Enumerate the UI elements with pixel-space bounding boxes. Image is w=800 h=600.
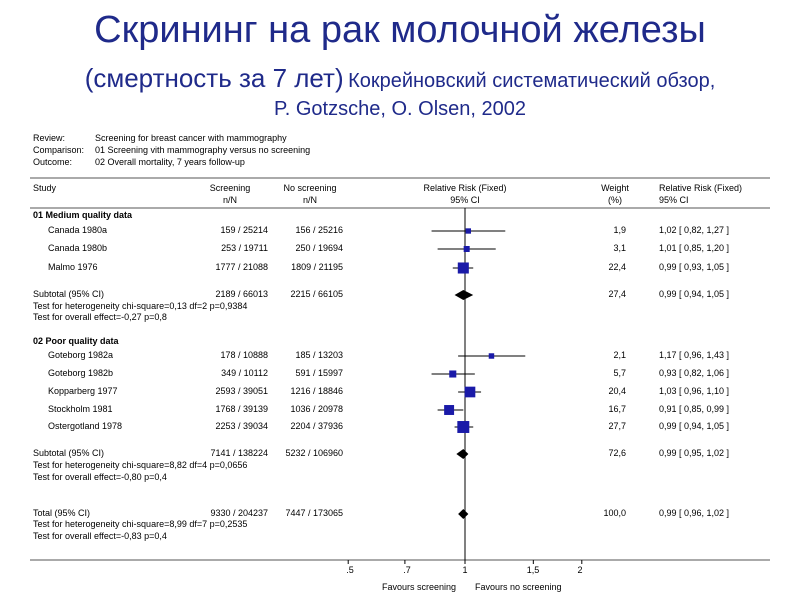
study-noscreening: 591 / 15997 (295, 368, 343, 378)
study-noscreening: 156 / 25216 (295, 225, 343, 235)
group-title: 02 Poor quality data (33, 336, 119, 346)
axis-tick-label: .5 (346, 565, 354, 575)
favours-no-screening-label: Favours no screening (475, 582, 562, 592)
study-weight: 22,4 (608, 262, 626, 272)
study-name: Canada 1980a (48, 225, 108, 235)
point-estimate-marker (444, 405, 454, 415)
header-weight: Weight (601, 183, 629, 193)
point-estimate-marker (464, 246, 470, 252)
study-name: Ostergotland 1978 (48, 421, 123, 431)
study-weight: 2,1 (613, 350, 626, 360)
header-rr-ci: Relative Risk (Fixed) (659, 183, 743, 193)
summary-diamond (458, 509, 468, 519)
favours-screening-label: Favours screening (381, 582, 456, 592)
meta-outcome-value: 02 Overall mortality, 7 years follow-up (95, 157, 245, 167)
study-weight: 20,4 (608, 386, 626, 396)
study-ci: 1,03 [ 0,96, 1,10 ] (659, 386, 730, 396)
header-weight-sub: (%) (608, 195, 622, 205)
study-name: Stockholm 1981 (48, 404, 113, 414)
study-weight: 5,7 (613, 368, 626, 378)
header-rr-ci-sub: 95% CI (659, 195, 689, 205)
subtotal-label: Subtotal (95% CI) (33, 448, 105, 458)
study-screening: 159 / 25214 (220, 225, 268, 235)
study-noscreening: 2204 / 37936 (290, 421, 343, 431)
subtotal-label: Subtotal (95% CI) (33, 289, 105, 299)
study-ci: 1,01 [ 0,85, 1,20 ] (659, 243, 730, 253)
study-screening: 349 / 10112 (221, 368, 268, 378)
study-noscreening: 1216 / 18846 (290, 386, 343, 396)
study-ci: 0,91 [ 0,85, 0,99 ] (659, 404, 730, 414)
axis-tick-label: 1,5 (526, 565, 540, 575)
study-screening: 253 / 19711 (221, 243, 268, 253)
axis-tick-label: .7 (403, 565, 411, 575)
total-noscreening: 7447 / 173065 (285, 508, 343, 518)
header-rr-plot: Relative Risk (Fixed) (423, 183, 507, 193)
study-screening: 1768 / 39139 (215, 404, 268, 414)
study-weight: 1,9 (613, 225, 626, 235)
meta-review-value: Screening for breast cancer with mammography (95, 133, 287, 143)
subtotal-weight: 72,6 (608, 448, 626, 458)
overall-effect-test: Test for overall effect=-0,27 p=0,8 (33, 312, 167, 322)
subtitle-review: Кокрейновский систематический обзор, (348, 70, 716, 92)
meta-outcome-label: Outcome: (33, 157, 73, 167)
subtotal-noscreening: 5232 / 106960 (285, 448, 343, 458)
total-label: Total (95% CI) (33, 508, 91, 518)
study-screening: 2253 / 39034 (215, 421, 268, 431)
heterogeneity-test: Test for heterogeneity chi-square=8,99 df=7 p=0,2535 (33, 519, 248, 529)
header-noscreening: No screening (283, 183, 337, 193)
heterogeneity-test: Test for heterogeneity chi-square=8,82 df=4 p=0,0656 (33, 460, 248, 470)
subtitle-authors: P. Gotzsche, O. Olsen, 2002 (274, 98, 526, 120)
axis-tick-label: 1 (462, 565, 468, 575)
point-estimate-marker (489, 353, 494, 358)
point-estimate-marker (457, 421, 469, 433)
study-noscreening: 1036 / 20978 (290, 404, 343, 414)
axis-tick-label: 2 (577, 565, 583, 575)
study-screening: 178 / 10888 (220, 350, 268, 360)
point-estimate-marker (465, 387, 476, 398)
study-weight: 3,1 (613, 243, 626, 253)
study-name: Canada 1980b (48, 243, 108, 253)
study-noscreening: 185 / 13203 (295, 350, 343, 360)
header-screening-sub: n/N (222, 195, 237, 205)
subtotal-ci: 0,99 [ 0,95, 1,02 ] (659, 448, 730, 458)
study-weight: 27,7 (608, 421, 626, 431)
study-name: Goteborg 1982a (48, 350, 114, 360)
study-ci: 0,99 [ 0,93, 1,05 ] (659, 262, 730, 272)
study-name: Malmo 1976 (48, 262, 98, 272)
overall-effect-test: Test for overall effect=-0,80 p=0,4 (33, 472, 167, 482)
total-ci: 0,99 [ 0,96, 1,02 ] (659, 508, 730, 518)
page-title: Скрининг на рак молочной железы (94, 9, 706, 51)
subtotal-ci: 0,99 [ 0,94, 1,05 ] (659, 289, 730, 299)
header-rr-plot-sub: 95% CI (450, 195, 480, 205)
study-noscreening: 250 / 19694 (295, 243, 343, 253)
study-weight: 16,7 (608, 404, 626, 414)
header-study: Study (33, 183, 57, 193)
overall-effect-test: Test for overall effect=-0,83 p=0,4 (33, 531, 167, 541)
study-ci: 1,17 [ 0,96, 1,43 ] (659, 350, 730, 360)
point-estimate-marker (449, 370, 456, 377)
subtitle-mortality: (смертность за 7 лет) (84, 63, 344, 93)
subtotal-screening: 7141 / 138224 (210, 448, 268, 458)
study-screening: 1777 / 21088 (215, 262, 268, 272)
meta-comparison-value: 01 Screening vith mammography versus no screening (95, 145, 311, 155)
meta-review-label: Review: (33, 133, 66, 143)
total-weight: 100,0 (603, 508, 626, 518)
point-estimate-marker (466, 228, 471, 233)
study-noscreening: 1809 / 21195 (291, 262, 343, 272)
study-name: Kopparberg 1977 (48, 386, 118, 396)
total-screening: 9330 / 204237 (210, 508, 268, 518)
summary-diamond (455, 290, 474, 300)
subtotal-weight: 27,4 (608, 289, 626, 299)
group-title: 01 Medium quality data (33, 210, 133, 220)
study-screening: 2593 / 39051 (215, 386, 268, 396)
study-name: Goteborg 1982b (48, 368, 114, 378)
heterogeneity-test: Test for heterogeneity chi-square=0,13 df=2 p=0,9384 (33, 301, 248, 311)
meta-comparison-label: Comparison: (33, 145, 85, 155)
study-ci: 0,99 [ 0,94, 1,05 ] (659, 421, 730, 431)
header-noscreening-sub: n/N (302, 195, 317, 205)
subtotal-noscreening: 2215 / 66105 (290, 289, 343, 299)
summary-diamond (456, 449, 468, 459)
study-ci: 0,93 [ 0,82, 1,06 ] (659, 368, 730, 378)
subtotal-screening: 2189 / 66013 (215, 289, 268, 299)
header-screening: Screening (209, 183, 251, 193)
point-estimate-marker (458, 262, 469, 273)
study-ci: 1,02 [ 0,82, 1,27 ] (659, 225, 730, 235)
